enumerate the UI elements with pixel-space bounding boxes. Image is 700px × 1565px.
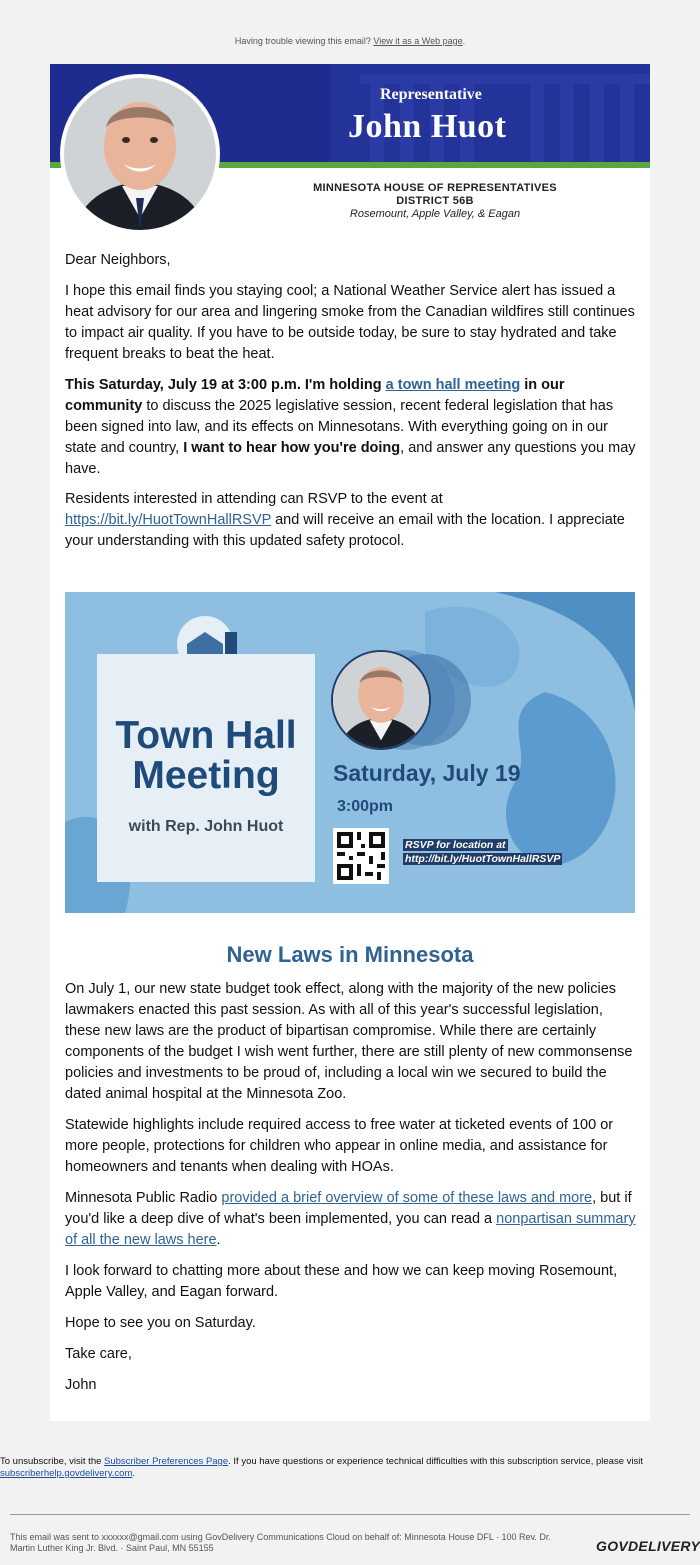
web-page-link[interactable]: View it as a Web page xyxy=(373,36,463,46)
paragraph-forward: I look forward to chatting more about these and how we can keep moving Rosemount, Apple Valley, and Eagan forward. xyxy=(65,1263,618,1300)
p2-text2: , and answer any questions you may have. xyxy=(65,440,636,477)
signature: John xyxy=(65,1377,97,1393)
paragraph-hope: Hope to see you on Saturday. xyxy=(65,1315,256,1331)
rsvp-line1: RSVP for location at xyxy=(405,839,506,851)
paragraph-highlights: Statewide highlights include required access to free water at ticketed events of 100 or more people, protections for children who appear in online media, and assistance for homeowners and tenants when dealing with HOAs. xyxy=(65,1117,614,1175)
promo-photo xyxy=(331,650,431,750)
rsvp-link[interactable]: https://bit.ly/HuotTownHallRSVP xyxy=(65,512,272,528)
banner-title-small: Representative xyxy=(380,86,482,103)
town-hall-subtitle: with Rep. John Huot xyxy=(128,818,284,835)
cities: Rosemount, Apple Valley, & Eagan xyxy=(349,208,521,220)
paragraph-rsvp xyxy=(65,489,637,552)
p3-text1: Residents interested in attending can RSVP to the event at xyxy=(65,491,443,507)
event-time: 3:00pm xyxy=(337,798,394,815)
town-hall-graphic[interactable] xyxy=(65,592,635,913)
mpr-text1: Minnesota Public Radio xyxy=(65,1190,222,1206)
sender-notice: This email was sent to xxxxxx@gmail.com using GovDelivery Communications Cloud on behalf of: Minnesota House DFL · 100 Rev. Dr. Martin Luther King Jr. Blvd. · Saint Paul, MN 55155 xyxy=(10,1532,551,1553)
email-card xyxy=(50,64,650,1421)
footer-t1: To unsubscribe, visit the xyxy=(0,1456,105,1467)
footer-t3: . xyxy=(132,1468,135,1479)
rsvp-line2: http://bit.ly/HuotTownHallRSVP xyxy=(405,853,561,865)
preheader-text: Having trouble viewing this email? xyxy=(234,36,374,46)
org-name: MINNESOTA HOUSE OF REPRESENTATIVES xyxy=(313,182,557,194)
footer-divider xyxy=(10,1514,690,1515)
paragraph-heat: I hope this email finds you staying cool; a National Weather Service alert has issued a heat advisory for our area and lingering smoke from the Canadian wildfires still continues to impact air quality. If you have to be outside today, be sure to stay hydrated and take frequent breaks to beat the heat. xyxy=(65,283,635,362)
mpr-overview-link[interactable]: provided a brief overview of some of these laws and more xyxy=(221,1190,593,1206)
p2-bold2: in our community xyxy=(65,377,565,414)
p2-bold1: This Saturday, July 19 at 3:00 p.m. I'm holding xyxy=(65,377,386,393)
promo-rsvp xyxy=(403,838,562,866)
paragraph-mpr xyxy=(65,1188,637,1251)
paragraph-town-hall xyxy=(65,375,637,480)
p2-text1: to discuss the 2025 legislative session, recent federal legislation that has been signed into law, and its effects on Minnesotans. With everything going on in our state and country, xyxy=(65,398,614,456)
section-title-new-laws: New Laws in Minnesota xyxy=(226,942,474,967)
town-hall-title xyxy=(97,716,315,796)
title-line2: Meeting xyxy=(132,754,280,797)
subscriber-help-link[interactable]: subscriberhelp.govdelivery.com xyxy=(0,1468,133,1479)
representative-photo xyxy=(60,74,220,234)
preheader-after: . xyxy=(462,36,466,46)
govdelivery-logo: GOVDELIVERY xyxy=(596,1538,700,1554)
preheader xyxy=(0,36,700,46)
organization-block xyxy=(290,182,580,220)
event-date: Saturday, July 19 xyxy=(333,760,521,786)
qr-code-icon xyxy=(333,828,389,884)
banner-title-name: John Huot xyxy=(348,108,507,145)
mpr-text3: . xyxy=(216,1232,221,1248)
footer-t2: . If you have questions or experience technical difficulties with this subscription service, please visit xyxy=(228,1456,643,1467)
sign-off: Take care, xyxy=(65,1346,132,1362)
p3-text2: and will receive an email with the location. I appreciate your understanding with this updated safety protocol. xyxy=(65,512,625,549)
town-hall-link[interactable]: a town hall meeting xyxy=(385,377,521,393)
subscriber-preferences-link[interactable]: Subscriber Preferences Page xyxy=(104,1456,229,1467)
unsubscribe-footer xyxy=(0,1456,700,1480)
p2-bold3: I want to hear how you're doing xyxy=(183,440,401,456)
nonpartisan-summary-link[interactable]: nonpartisan summary of all the new laws here xyxy=(65,1211,636,1248)
district: DISTRICT 56B xyxy=(396,195,474,207)
greeting: Dear Neighbors, xyxy=(65,252,171,268)
mpr-text2: , but if you'd like a deep dive of what's been implemented, you can read a xyxy=(65,1190,632,1227)
title-line1: Town Hall xyxy=(115,714,297,757)
paragraph-budget: On July 1, our new state budget took effect, along with the majority of the new policies lawmakers enacted this past session. As with all of this year's successful legislation, these new laws are the product of bipartisan compromise. While there are certainly components of the budget I wish went further, there are still plenty of new commonsense policies and investments to be proud of, including a local win we secured to build the dated animal hospital at the Minnesota Zoo. xyxy=(65,981,633,1102)
